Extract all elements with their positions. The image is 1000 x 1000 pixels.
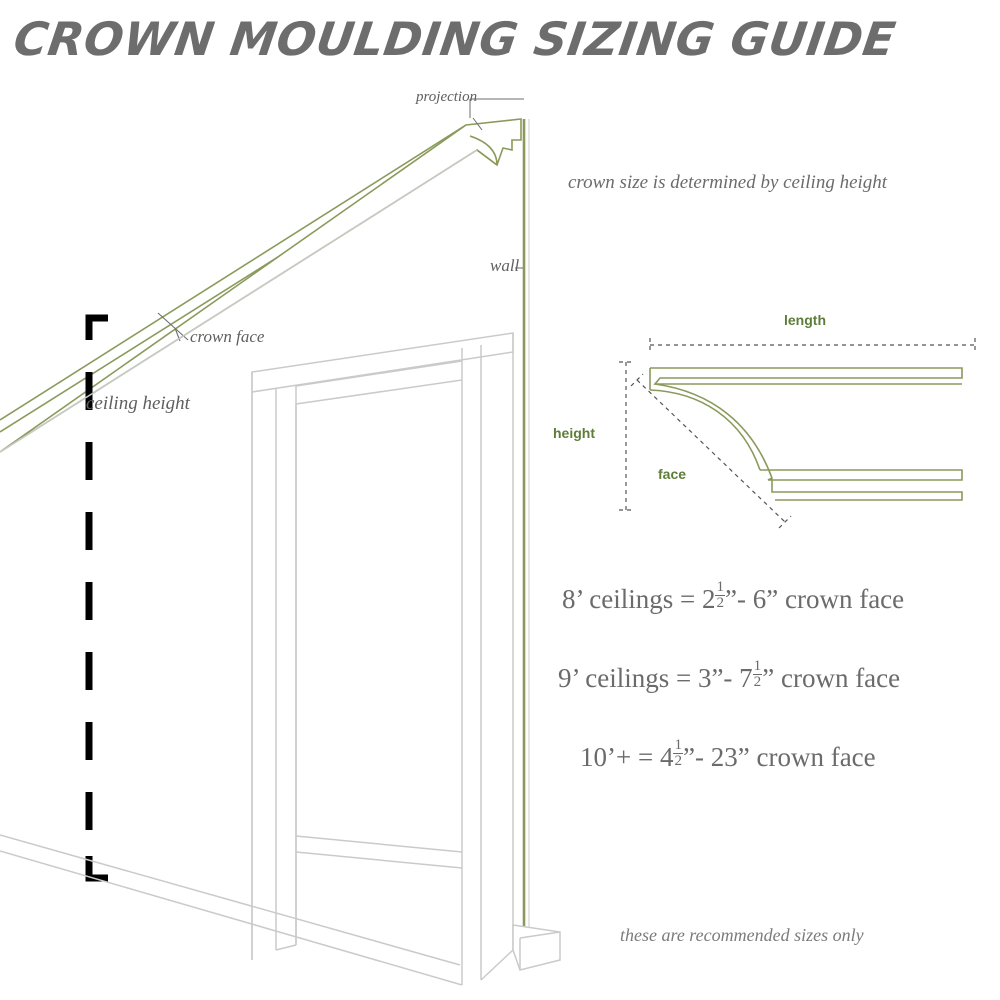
profile-detail	[650, 368, 962, 500]
label-wall: wall	[490, 256, 520, 275]
rule-10ft	[580, 738, 876, 773]
rule-8ft-suffix: ”- 6” crown face	[725, 583, 905, 614]
footer-note: these are recommended sizes only	[620, 925, 864, 945]
label-length: length	[784, 312, 826, 328]
rule-10ft-suffix: ”- 23” crown face	[683, 741, 876, 772]
rule-10ft-fraction: $\frac{1}{2}$	[674, 737, 683, 770]
label-face: face	[658, 466, 687, 482]
rule-8ft	[562, 580, 904, 615]
wall-vertical-line	[524, 119, 529, 928]
label-projection: projection	[416, 89, 478, 105]
label-height: height	[553, 425, 595, 441]
page-title: CROWN MOULDING SIZING GUIDE	[10, 12, 899, 66]
rule-9ft-prefix: 9’ ceilings = 3”- 7	[558, 662, 753, 693]
rule-8ft-fraction: $\frac{1}{2}$	[716, 579, 725, 612]
note-crown-size-determined: crown size is determined by ceiling height	[568, 172, 888, 193]
label-ceiling-height: ceiling height	[86, 393, 190, 414]
rule-8ft-prefix: 8’ ceilings = 2	[562, 583, 716, 614]
rule-9ft	[558, 659, 900, 694]
rule-9ft-fraction: $\frac{1}{2}$	[753, 658, 762, 691]
rule-9ft-suffix: ” crown face	[762, 662, 901, 693]
rule-10ft-prefix: 10’+ = 4	[580, 741, 674, 772]
room-wireframe	[0, 150, 560, 985]
label-crown-face: crown face	[190, 327, 265, 346]
